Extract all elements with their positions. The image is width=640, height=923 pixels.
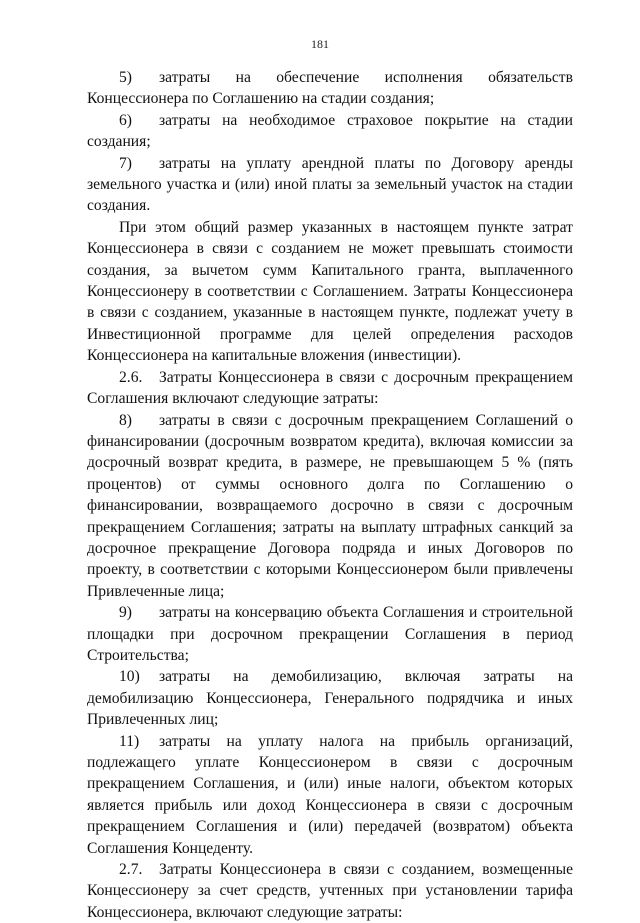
item-number: 8) [119,411,132,429]
item-number: 7) [119,154,132,172]
section-number: 2.6. [119,368,143,386]
section-2-6 [87,367,573,410]
page-number: 181 [311,37,329,51]
item-text: затраты на уплату арендной платы по Договору аренды земельного участка и (или) иной платы за земельный участок на стадии создания. [87,154,573,215]
item-number: 6) [119,111,132,129]
item-text: затраты на обеспечение исполнения обязательств Концессионера по Соглашению на стадии создания; [87,69,573,108]
list-item-6 [87,110,573,153]
item-number: 9) [119,604,132,622]
item-text: затраты в связи с досрочным прекращением Соглашений о финансировании (досрочным возвратом кредита), включая комиссии за досрочный возврат кредита, в размере, не превышающем 5 % (пять процентов) от суммы основного долга по Соглашению о финансировании, возвращаемого досрочно в связи с досрочным прекращением Соглашения; затраты на выплату штрафных санкций за досрочное прекращение Договора подряда и иных Договоров по проекту, в соответствии с которыми Концессионером были привлечены Привлеченные лица; [87,411,573,600]
list-item-5 [87,67,573,110]
list-item-10 [87,666,573,730]
section-text: Затраты Концессионера в связи с созданием, возмещенные Концессионеру за счет средств, учтенных при установлении тарифа Концессионера, включают следующие затраты: [87,861,573,921]
section-text: Затраты Концессионера в связи с досрочным прекращением Соглашения включают следующие затраты: [87,368,573,408]
item-text: затраты на демобилизацию, включая затраты на демобилизацию Концессионера, Генерального подрядчика и иных Привлеченных лиц; [87,668,573,729]
item-text: затраты на необходимое страховое покрытие на стадии создания; [87,111,573,151]
section-2-7 [87,859,573,923]
paragraph-text: При этом общий размер указанных в настоящем пункте затрат Концессионера в связи с созданием не может превышать стоимости создания, за вычетом сумм Капитального гранта, выплаченного Концессионеру в соответствии с Соглашением. Затраты Концессионера в связи с созданием, указанные в настоящем пункте, подлежат учету в Инвестиционной программе для целей определения расходов Концессионера на капитальные вложения (инвестиции). [87,218,573,365]
document-body [87,67,573,923]
paragraph-total-limit [87,217,573,367]
section-number: 2.7. [119,861,143,879]
item-text: затраты на консервацию объекта Соглашения и строительной площадки при досрочном прекращении Соглашения в период Строительства; [87,604,573,664]
list-item-7 [87,153,573,217]
item-number: 11) [119,732,140,750]
item-number: 10) [119,668,140,686]
item-number: 5) [119,69,132,86]
list-item-9 [87,602,573,666]
list-item-11 [87,731,573,859]
item-text: затраты на уплату налога на прибыль организаций, подлежащего уплате Концессионером в связи с досрочным прекращением Соглашения, и (или) иные налоги, объектом которых является прибыль или доход Концессионера в связи с досрочным прекращением Соглашения и (или) передачей (возвратом) объекта Соглашения Концеденту. [87,732,573,857]
list-item-8 [87,410,573,603]
